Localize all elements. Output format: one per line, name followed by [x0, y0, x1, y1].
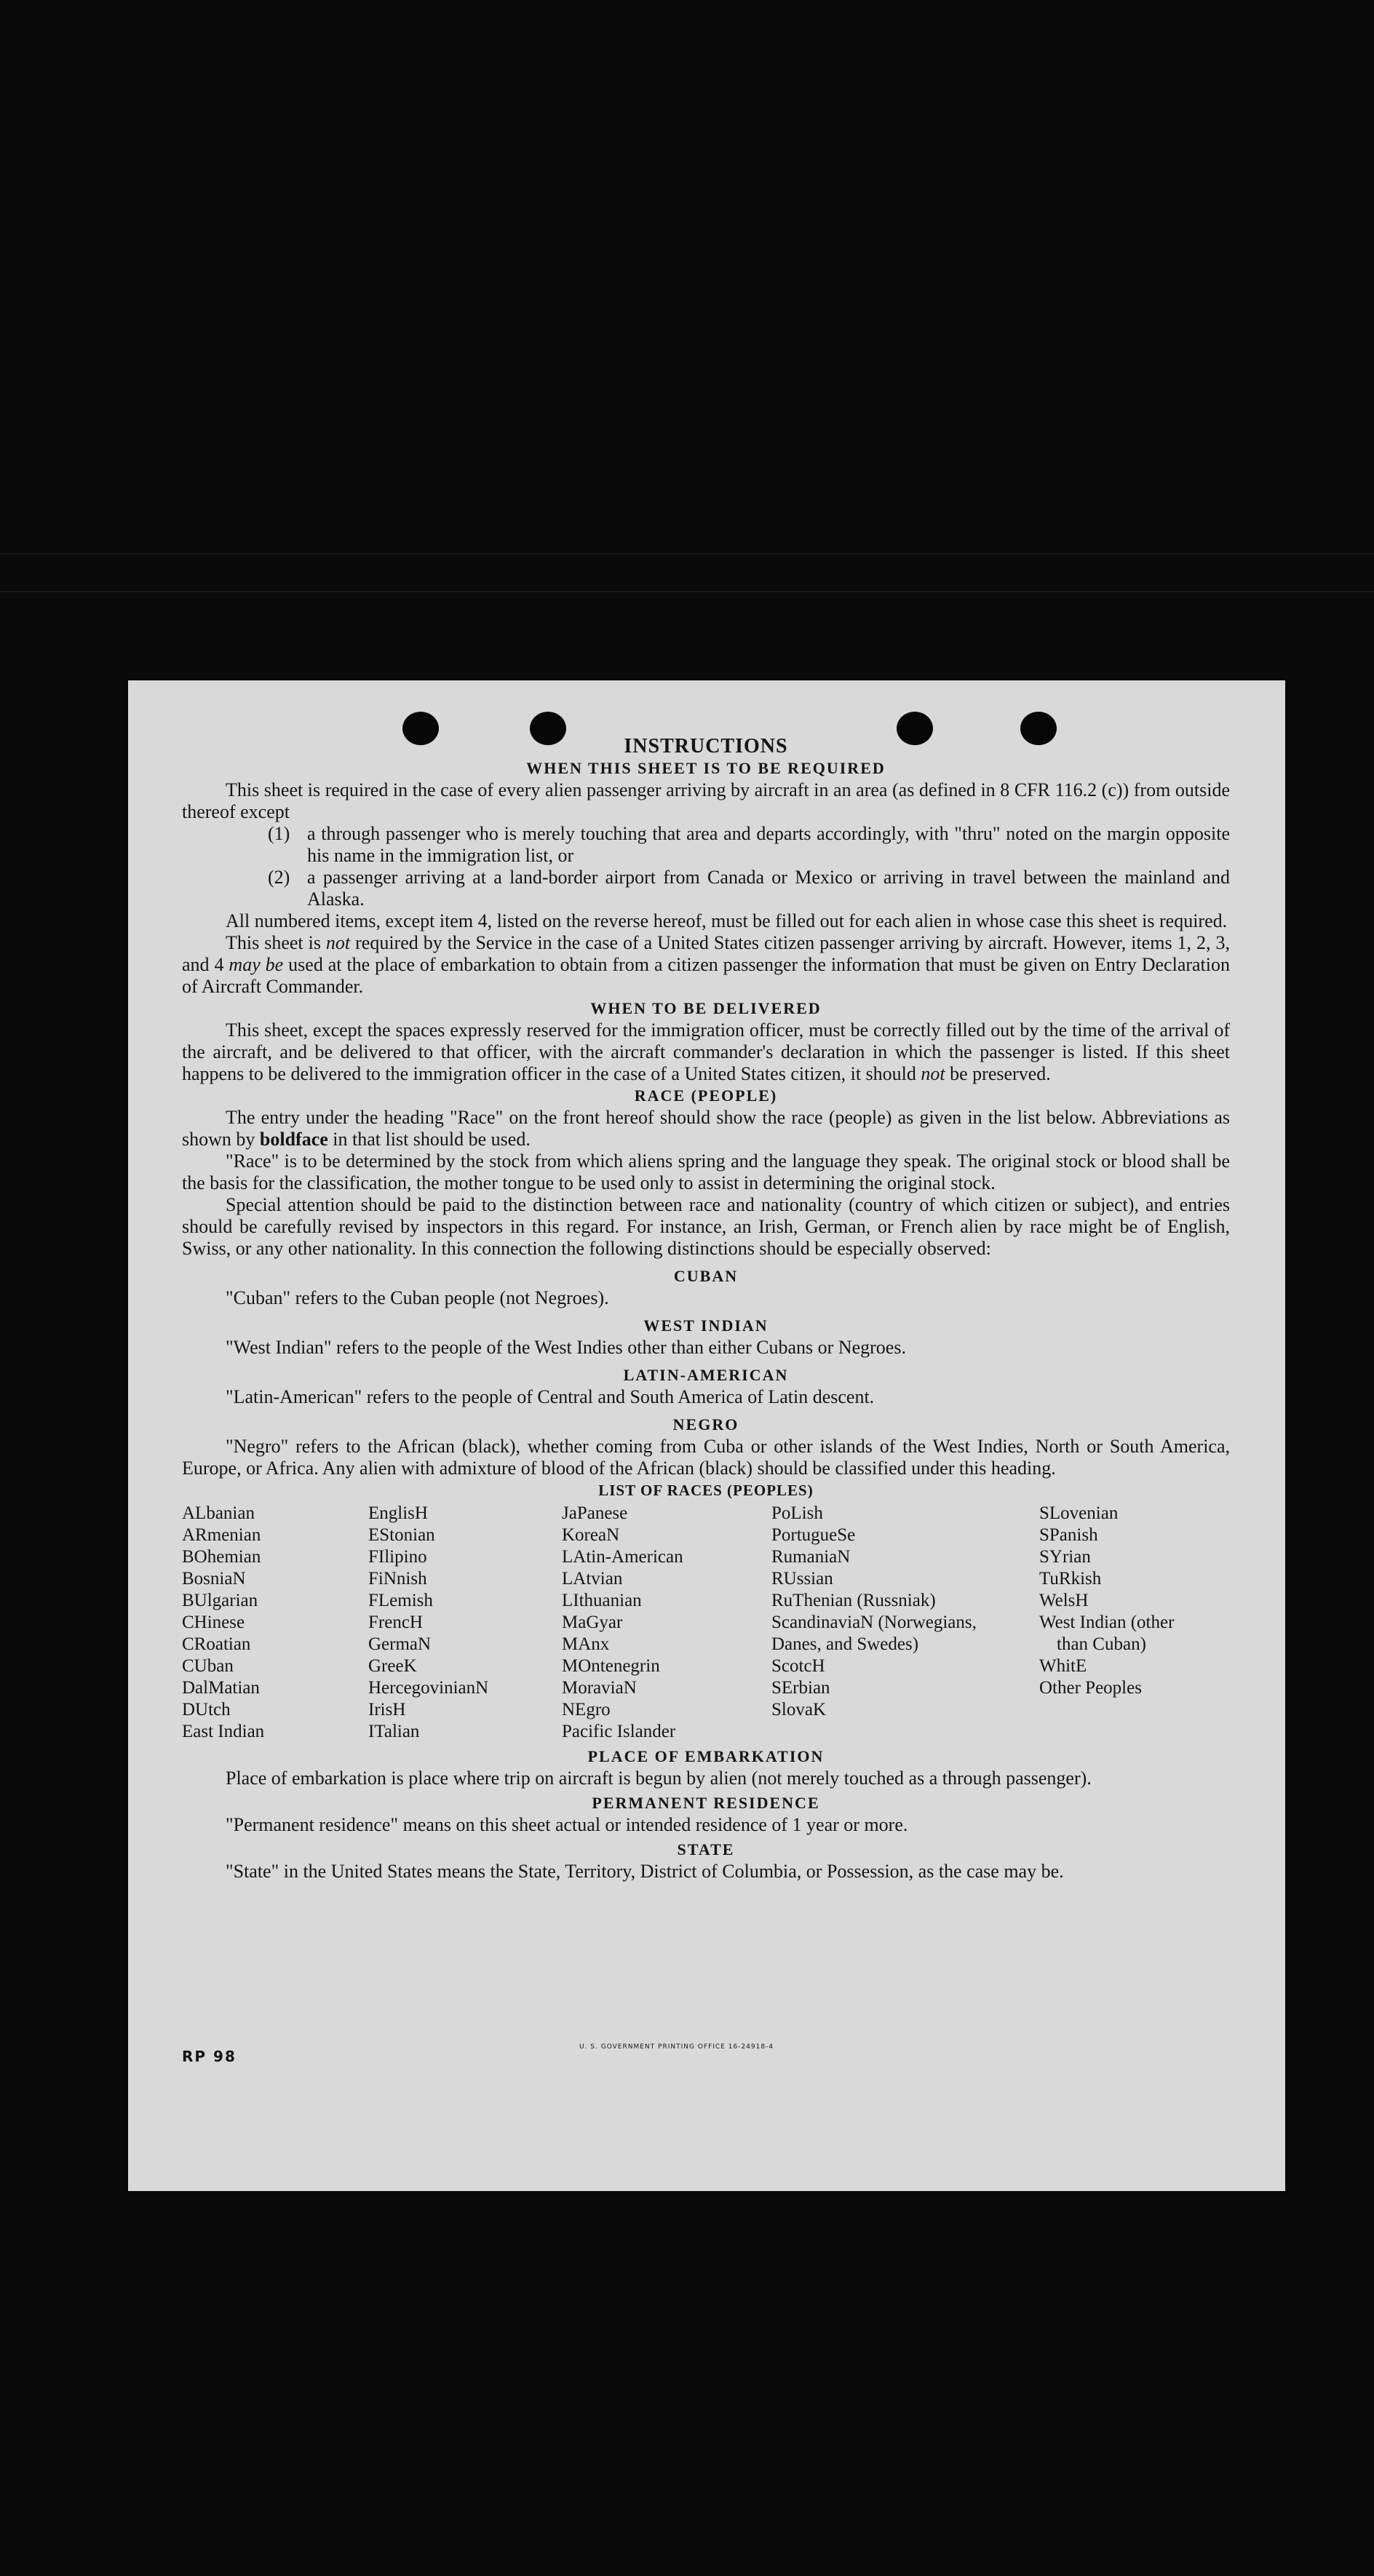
race-entry: RuThenian (Russniak) [771, 1591, 936, 1610]
race-entry: FrencH [368, 1613, 423, 1632]
punch-hole [1020, 712, 1057, 745]
paragraph-race-stock: "Race" is to be determined by the stock from which aliens spring and the language they speak. The original stock or blood shall be the basis for the classification, the mother tongue to be used only to assist in determining the original stock. [182, 1150, 1230, 1193]
race-entry: GermaN [368, 1634, 432, 1654]
race-entry-west-indian-cont: than Cuban) [1057, 1634, 1146, 1654]
race-entry: SYrian [1039, 1547, 1091, 1567]
race-entry: MoraviaN [562, 1678, 637, 1698]
section-title-races-list: LIST OF RACES (PEOPLES) [598, 1482, 814, 1499]
race-entry: CHinese [182, 1613, 245, 1632]
scan-line [0, 591, 1374, 592]
race-entry: EnglisH [368, 1503, 428, 1523]
races-list [182, 1503, 1230, 1743]
race-entry: SErbian [771, 1678, 830, 1698]
race-entry: MOntenegrin [562, 1656, 660, 1676]
section-title-residence: PERMANENT RESIDENCE [592, 1794, 820, 1812]
race-entry: Other Peoples [1039, 1678, 1142, 1698]
section-title-latin-american: LATIN-AMERICAN [623, 1366, 789, 1384]
races-column-2 [368, 1503, 562, 1743]
race-entry: CUban [182, 1656, 234, 1676]
section-title-race: RACE (PEOPLE) [634, 1086, 778, 1105]
punch-hole [402, 712, 439, 745]
races-column-4 [771, 1503, 1039, 1743]
punch-hole [897, 712, 933, 745]
paragraph-race-entry: The entry under the heading "Race" on the front hereof should show the race (people) as given in the list below. Abbreviations as shown by boldface in that list should be used. [182, 1107, 1230, 1150]
race-entry: BosniaN [182, 1569, 246, 1589]
race-entry: ScotcH [771, 1656, 825, 1676]
paragraph-embarkation: Place of embarkation is place where trip on aircraft is begun by alien (not merely touched as a through passenger). [226, 1768, 1092, 1789]
race-entry: WhitE [1039, 1656, 1087, 1676]
paragraph-residence: "Permanent residence" means on this sheet actual or intended residence of 1 year or more. [226, 1814, 908, 1835]
race-entry: FiNnish [368, 1569, 427, 1589]
race-entry: PoLish [771, 1503, 823, 1523]
race-entry: MaGyar [562, 1613, 623, 1632]
race-entry: LIthuanian [562, 1591, 642, 1610]
race-entry: SPanish [1039, 1525, 1098, 1545]
races-column-3 [562, 1503, 771, 1743]
race-entry: SlovaK [771, 1700, 826, 1720]
section-title-negro: NEGRO [672, 1415, 739, 1434]
race-entry: ARmenian [182, 1525, 261, 1545]
race-entry: TuRkish [1039, 1569, 1102, 1589]
exception-number: (2) [268, 867, 290, 888]
section-title-cuban: CUBAN [673, 1267, 739, 1285]
race-entry: IrisH [368, 1700, 406, 1720]
paragraph-numbered-items: All numbered items, except item 4, listed on the reverse hereof, must be filled out for each alien in whose case this sheet is required. [226, 910, 1228, 931]
race-entry: CRoatian [182, 1634, 251, 1654]
races-column-5 [1039, 1503, 1228, 1743]
race-entry: KoreaN [562, 1525, 620, 1545]
race-entry: LAtvian [562, 1569, 623, 1589]
race-entry: BOhemian [182, 1547, 261, 1567]
paragraph-state: "State" in the United States means the State, Territory, District of Columbia, or Possession, as the case may be. [226, 1861, 1064, 1882]
race-entry: ITalian [368, 1722, 420, 1741]
race-entry: FLemish [368, 1591, 433, 1610]
race-entry: DalMatian [182, 1678, 260, 1698]
paragraph-citizen: This sheet is not required by the Service in the case of a United States citizen passenger arriving by aircraft. However, items 1, 2, 3, and 4 may be used at the place of embarkation to obtain from a citizen passenger the information that must be given on Entry Declaration of Aircraft Commander. [182, 932, 1230, 997]
exception-item [182, 823, 1230, 867]
section-title-when-required: WHEN THIS SHEET IS TO BE REQUIRED [526, 759, 886, 777]
main-heading: INSTRUCTIONS [624, 735, 788, 758]
race-entry: NEgro [562, 1700, 611, 1720]
race-entry: GreeK [368, 1656, 417, 1676]
race-entry: PortugueSe [771, 1525, 856, 1545]
exception-text: a through passenger who is merely touching that area and departs accordingly, with "thru" noted on the margin opposite his name in the immigration list, or [307, 823, 1230, 866]
scan-line [0, 553, 1374, 554]
race-entry: DUtch [182, 1700, 231, 1720]
paragraph-latin-american: "Latin-American" refers to the people of Central and South America of Latin descent. [226, 1386, 875, 1407]
race-entry: WelsH [1039, 1591, 1089, 1610]
race-entry: FIlipino [368, 1547, 427, 1567]
printer-line: U. S. GOVERNMENT PRINTING OFFICE 16-24918-4 [579, 2043, 774, 2051]
race-entry: BUlgarian [182, 1591, 258, 1610]
race-entry: JaPanese [562, 1503, 628, 1523]
races-column-1 [182, 1503, 368, 1743]
exception-item [182, 867, 1230, 910]
race-entry: HercegovinianN [368, 1678, 489, 1698]
paragraph-cuban: "Cuban" refers to the Cuban people (not Negroes). [226, 1287, 609, 1308]
instruction-sheet [128, 680, 1285, 2191]
race-entry: LAtin-American [562, 1547, 683, 1567]
race-entry: ALbanian [182, 1503, 255, 1523]
race-entry-west-indian: West Indian (other [1039, 1613, 1175, 1632]
race-entry: MAnx [562, 1634, 610, 1654]
section-title-west-indian: WEST INDIAN [643, 1316, 769, 1335]
exception-text: a passenger arriving at a land-border airport from Canada or Mexico or arriving in travel between the mainland and Alaska. [307, 867, 1230, 910]
race-entry: RumaniaN [771, 1547, 851, 1567]
paragraph-negro: "Negro" refers to the African (black), whether coming from Cuba or other islands of the West Indies, North or South America, Europe, or Africa. Any alien with admixture of blood of the African (black) should be classified under this heading. [182, 1436, 1230, 1479]
form-number: RP 98 [182, 2048, 237, 2065]
race-entry: SLovenian [1039, 1503, 1119, 1523]
paragraph-required: This sheet is required in the case of every alien passenger arriving by aircraft in an area (as defined in 8 CFR 116.2 (c)) from outside thereof except [182, 779, 1230, 822]
punch-hole [530, 712, 566, 745]
race-entry: Pacific Islander [562, 1722, 676, 1741]
paragraph-west-indian: "West Indian" refers to the people of the West Indies other than either Cubans or Negroes. [226, 1337, 906, 1358]
race-entry: EStonian [368, 1525, 435, 1545]
section-title-state: STATE [677, 1840, 735, 1859]
race-entry: RUssian [771, 1569, 833, 1589]
exception-number: (1) [268, 823, 290, 844]
paragraph-race-nationality: Special attention should be paid to the distinction between race and nationality (country of which citizen or subject), and entries should be carefully revised by inspectors in this regard. For instance, an Irish, German, or French alien by race might be of English, Swiss, or any other nationality. In this connection the following distinctions should be especially observed: [182, 1194, 1230, 1259]
paragraph-delivered: This sheet, except the spaces expressly reserved for the immigration officer, must be correctly filled out by the time of the arrival of the aircraft, and be delivered to that officer, with the aircraft commander's declaration in which the passenger is listed. If this sheet happens to be delivered to the immigration officer in the case of a United States citizen, it should not be preserved. [182, 1019, 1230, 1084]
race-entry: East Indian [182, 1722, 265, 1741]
section-title-embarkation: PLACE OF EMBARKATION [587, 1747, 825, 1765]
race-entry-scandinavian: ScandinaviaN (Norwegians, Danes, and Swedes) [771, 1613, 977, 1654]
section-title-when-delivered: WHEN TO BE DELIVERED [590, 999, 822, 1017]
